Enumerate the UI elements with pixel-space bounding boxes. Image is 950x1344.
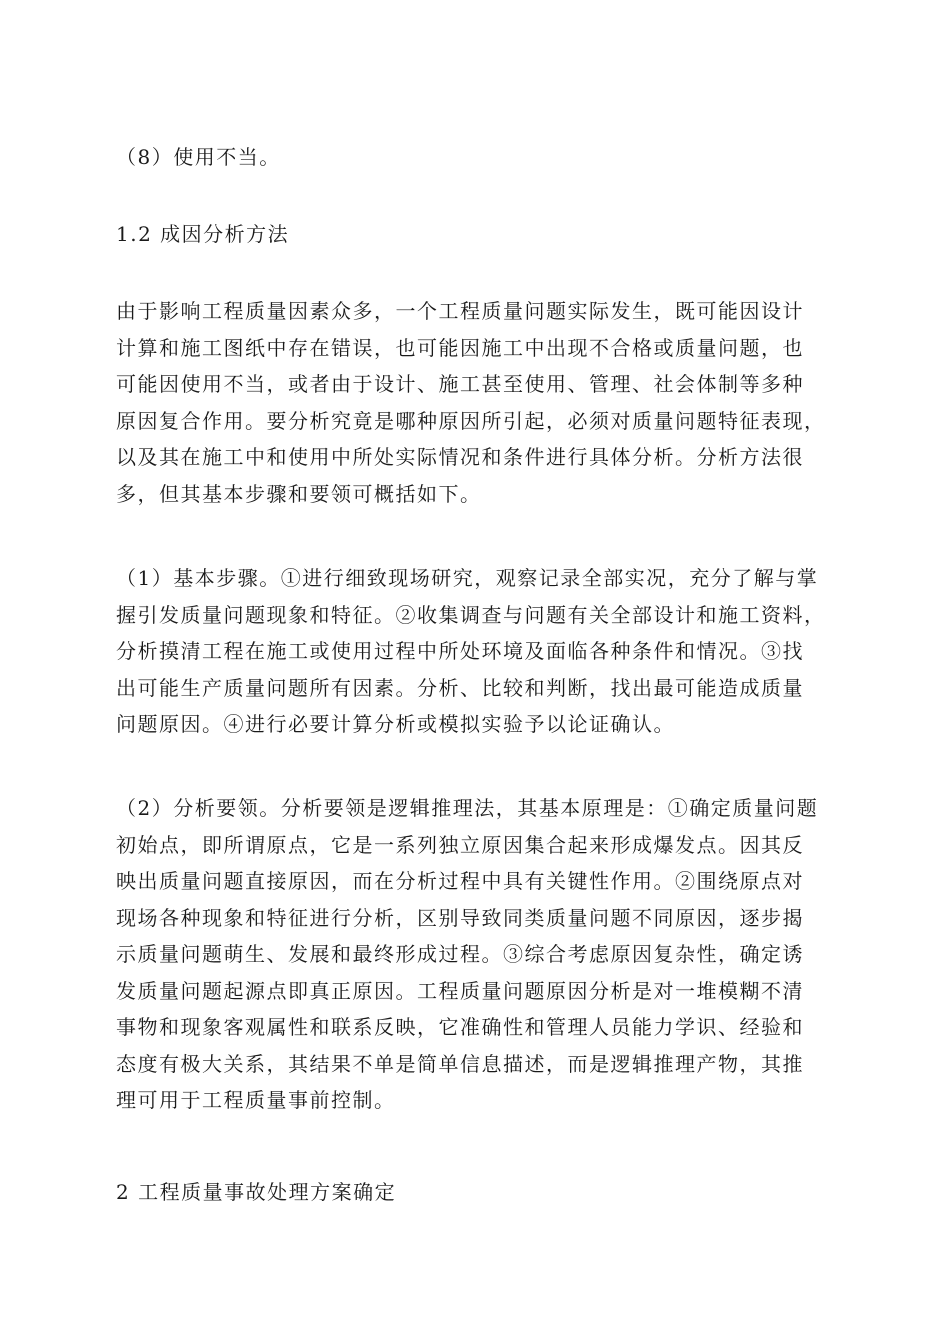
paragraph-line: 原因复合作用。要分析究竟是哪种原因所引起，必须对质量问题特征表现， (116, 408, 826, 433)
paragraph-line: 示质量问题萌生、发展和最终形成过程。③综合考虑原因复杂性，确定诱 (116, 942, 804, 966)
analysis-essentials-paragraph (116, 790, 842, 1119)
paragraph-line: 计算和施工图纸中存在错误，也可能因施工中出现不合格或质量问题，也 (116, 335, 804, 360)
section-heading-2-text: 2 工程质量事故处理方案确定 (116, 1180, 397, 1204)
paragraph-line: 问题原因。④进行必要计算分析或模拟实验予以论证确认。 (116, 712, 675, 736)
paragraph-line: （2）分析要领。分析要领是逻辑推理法，其基本原理是：①确定质量问题 (116, 796, 819, 820)
paragraph-line: 握引发质量问题现象和特征。②收集调查与问题有关全部设计和施工资料， (116, 602, 826, 627)
paragraph-line: 出可能生产质量问题所有因素。分析、比较和判断，找出最可能造成质量 (116, 675, 804, 700)
paragraph-line: 现场各种现象和特征进行分析，区别导致同类质量问题不同原因，逐步揭 (116, 905, 804, 930)
paragraph-line: 态度有极大关系，其结果不单是简单信息描述，而是逻辑推理产物，其推 (116, 1051, 804, 1076)
paragraph-line: 映出质量问题直接原因，而在分析过程中具有关键性作用。②围绕原点对 (116, 869, 804, 893)
intro-paragraph (116, 293, 842, 512)
paragraph-line: 多，但其基本步骤和要领可概括如下。 (116, 481, 482, 506)
paragraph-line: 分析摸清工程在施工或使用过程中所处环境及面临各种条件和情况。③找 (116, 639, 804, 663)
list-item-8 (116, 139, 842, 176)
paragraph-line: 由于影响工程质量因素众多，一个工程质量问题实际发生，既可能因设计 (116, 299, 804, 323)
paragraph-line: 理可用于工程质量事前控制。 (116, 1088, 396, 1112)
list-item-8-text: （8）使用不当。 (116, 145, 281, 169)
basic-steps-paragraph (116, 560, 842, 743)
paragraph-line: 可能因使用不当，或者由于设计、施工甚至使用、管理、社会体制等多种 (116, 372, 804, 396)
paragraph-line: 以及其在施工中和使用中所处实际情况和条件进行具体分析。分析方法很 (116, 445, 804, 469)
paragraph-line: 事物和现象客观属性和联系反映，它准确性和管理人员能力学识、经验和 (116, 1015, 804, 1039)
section-heading-1-2-text: 1.2 成因分析方法 (116, 222, 290, 246)
paragraph-line: 发质量问题起源点即真正原因。工程质量问题原因分析是对一堆模糊不清 (116, 978, 804, 1003)
paragraph-line: 初始点，即所谓原点，它是一系列独立原因集合起来形成爆发点。因其反 (116, 832, 804, 857)
paragraph-line: （1）基本步骤。①进行细致现场研究，观察记录全部实况，充分了解与掌 (116, 566, 819, 590)
section-heading-1-2 (116, 216, 842, 253)
section-heading-2 (116, 1174, 842, 1211)
